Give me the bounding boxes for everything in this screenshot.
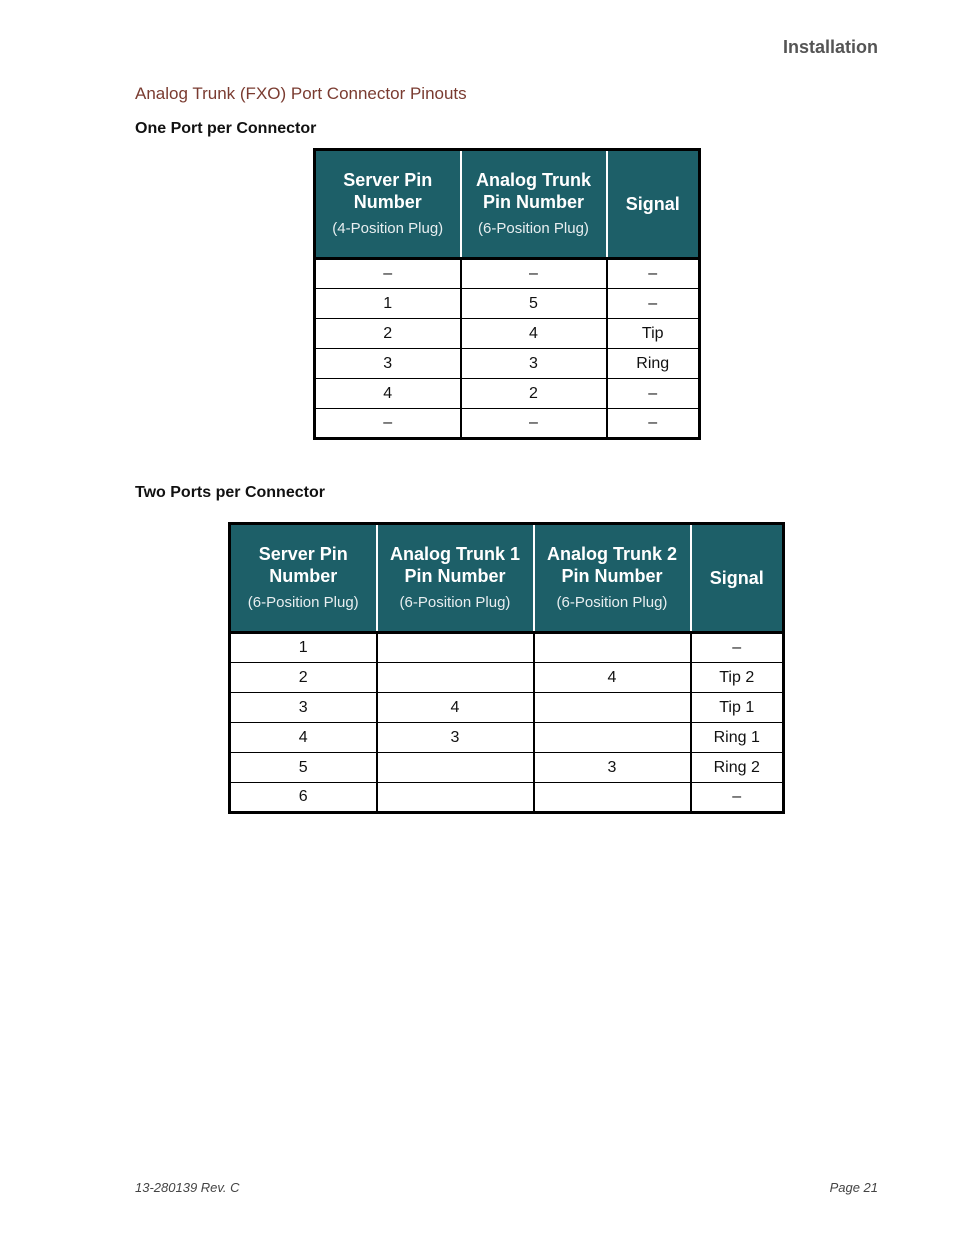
table-cell: – bbox=[461, 409, 607, 439]
table-cell: – bbox=[607, 409, 700, 439]
table-row bbox=[230, 633, 784, 663]
table-row bbox=[315, 289, 700, 319]
column-header bbox=[534, 524, 691, 633]
table-cell: Ring 1 bbox=[691, 723, 784, 753]
table-cell: Tip 2 bbox=[691, 663, 784, 693]
column-header-title: Signal bbox=[709, 568, 764, 588]
two-port-pinout-table bbox=[228, 522, 785, 814]
table-cell: 6 bbox=[230, 783, 377, 813]
column-header-title: Signal bbox=[625, 194, 680, 214]
table-cell bbox=[377, 783, 534, 813]
one-port-pinout-table bbox=[313, 148, 701, 440]
table-row bbox=[230, 753, 784, 783]
page-number: Page 21 bbox=[829, 1180, 878, 1195]
table-row bbox=[230, 723, 784, 753]
table-cell bbox=[534, 723, 691, 753]
table-row bbox=[230, 663, 784, 693]
table-row bbox=[315, 409, 700, 439]
table-cell: – bbox=[315, 259, 461, 289]
column-header-title: Server Pin Number bbox=[258, 544, 348, 586]
column-header bbox=[315, 150, 461, 259]
table-cell: – bbox=[315, 409, 461, 439]
column-header bbox=[691, 524, 784, 633]
column-header bbox=[377, 524, 534, 633]
table-cell: 3 bbox=[377, 723, 534, 753]
column-header bbox=[461, 150, 607, 259]
table-cell: 3 bbox=[230, 693, 377, 723]
table-cell: – bbox=[461, 259, 607, 289]
table-cell: 2 bbox=[461, 379, 607, 409]
column-header-title: Server Pin Number bbox=[343, 170, 433, 212]
table-cell: 2 bbox=[315, 319, 461, 349]
column-header-subtitle: (6-Position Plug) bbox=[478, 220, 589, 237]
column-header-title: Analog Trunk Pin Number bbox=[475, 170, 591, 212]
document-number: 13-280139 Rev. C bbox=[135, 1180, 240, 1195]
table-cell: 2 bbox=[230, 663, 377, 693]
table-cell: – bbox=[607, 289, 700, 319]
table-cell: – bbox=[691, 633, 784, 663]
table-cell bbox=[534, 783, 691, 813]
table-row bbox=[315, 259, 700, 289]
table-cell: 4 bbox=[230, 723, 377, 753]
table-cell: Tip 1 bbox=[691, 693, 784, 723]
table-cell: – bbox=[691, 783, 784, 813]
table-cell: 5 bbox=[461, 289, 607, 319]
table-one-title: One Port per Connector bbox=[135, 120, 317, 137]
column-header-subtitle: (6-Position Plug) bbox=[247, 594, 359, 611]
table-cell: 1 bbox=[315, 289, 461, 319]
table-row bbox=[230, 693, 784, 723]
table-cell: 3 bbox=[534, 753, 691, 783]
table-two-title: Two Ports per Connector bbox=[135, 484, 325, 501]
table-cell: Ring bbox=[607, 349, 700, 379]
table-cell: 4 bbox=[377, 693, 534, 723]
table-row bbox=[315, 379, 700, 409]
column-header-title: Analog Trunk 2 Pin Number bbox=[546, 544, 678, 586]
table-row bbox=[315, 349, 700, 379]
table-cell bbox=[377, 633, 534, 663]
column-header-subtitle: (6-Position Plug) bbox=[399, 594, 511, 611]
table-cell bbox=[534, 693, 691, 723]
table-cell: 4 bbox=[534, 663, 691, 693]
column-header-title: Analog Trunk 1 Pin Number bbox=[389, 544, 521, 586]
column-header-subtitle: (6-Position Plug) bbox=[556, 594, 668, 611]
table-cell: Tip bbox=[607, 319, 700, 349]
table-cell: 3 bbox=[461, 349, 607, 379]
table-cell: 4 bbox=[461, 319, 607, 349]
column-header bbox=[607, 150, 700, 259]
table-cell: – bbox=[607, 379, 700, 409]
section-title: Analog Trunk (FXO) Port Connector Pinouts bbox=[135, 84, 467, 103]
table-cell: 1 bbox=[230, 633, 377, 663]
running-header: Installation bbox=[782, 37, 878, 57]
table-cell: Ring 2 bbox=[691, 753, 784, 783]
table-cell bbox=[534, 633, 691, 663]
table-cell: 3 bbox=[315, 349, 461, 379]
table-row bbox=[230, 783, 784, 813]
column-header-subtitle: (4-Position Plug) bbox=[332, 220, 444, 237]
table-row bbox=[315, 319, 700, 349]
table-cell: – bbox=[607, 259, 700, 289]
column-header bbox=[230, 524, 377, 633]
table-cell: 4 bbox=[315, 379, 461, 409]
table-cell bbox=[377, 663, 534, 693]
table-cell bbox=[377, 753, 534, 783]
table-cell: 5 bbox=[230, 753, 377, 783]
